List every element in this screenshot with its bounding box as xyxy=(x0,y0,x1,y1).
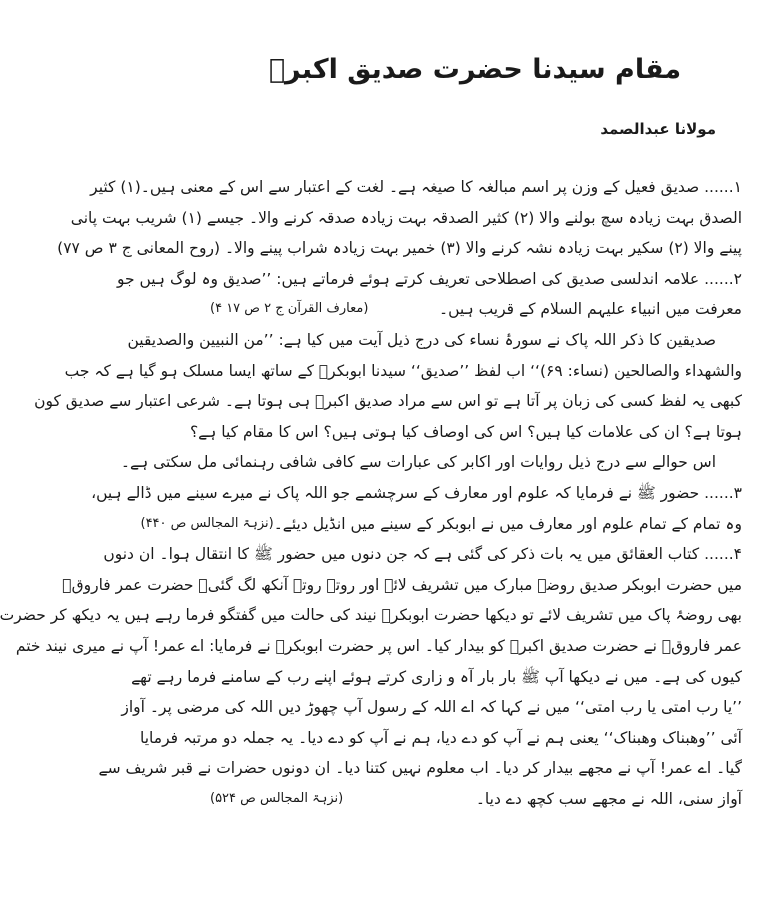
text-line: ۳...... حضور ﷺ نے فرمایا کہ علوم اور معارف کے سرچشمے جو اللہ پاک نے میرے سینے میں ڈالے ہیں، xyxy=(91,483,742,502)
text-line: آئی ’’وھبناک وھبناک‘‘ یعنی ہم نے آپ کو دے دیا، ہم نے آپ کو دے دیا۔ یہ جملہ دو مرتبہ فرمایا xyxy=(140,728,742,747)
text-line-content: معرفت میں انبیاء علیہم السلام کے قریب ہیں۔ xyxy=(439,300,742,319)
reference-citation: (نزہۃ المجالس ص ۵۲۴) xyxy=(210,790,344,806)
text-line-content: آواز سنی، اللہ نے مجھے سب کچھ دے دیا۔ xyxy=(475,789,742,808)
author-name: مولانا عبدالصمد xyxy=(600,120,716,138)
text-line xyxy=(210,294,742,325)
text-line: گیا۔ اے عمر! آپ نے مجھے بیدار کر دیا۔ اب معلوم نہیں کتنا دیا۔ ان دونوں حضرات نے قبر شریف سے xyxy=(98,759,742,778)
text-line: بھی روضۂ پاک میں تشریف لائے تو دیکھا حضرت ابوبکرؓ نیند کی حالت میں گفتگو فرما رہے ہیں یہ دیکھ کر حضرت xyxy=(0,606,742,625)
reference-citation: (نزہۃ المجالس ص ۴۴۰) xyxy=(140,515,274,531)
text-line: پینے والا (۲) سکیر بہت زیادہ نشہ کرنے والا (۳) خمیر بہت زیادہ شراب پینے والا۔ (روح المعانی ج ۳ ص ۷۷) xyxy=(57,239,742,258)
text-line-content: وہ تمام کے تمام علوم اور معارف میں نے ابوبکر کے سینے میں انڈیل دیئے۔ xyxy=(273,514,742,533)
text-line: کبھی یہ لفظ کسی کی زبان پر آتا ہے تو اس سے مراد صدیق اکبرؓ ہی ہوتا ہے۔ شرعی اعتبار سے صدیق کون xyxy=(34,392,742,411)
reference-citation: (معارف القرآن ج ۲ ص ۱۷ ۴) xyxy=(210,301,369,317)
article-body xyxy=(0,172,742,814)
text-line: صدیقین کا ذکر اللہ پاک نے سورۂ نساء کی درج ذیل آیت میں کیا ہے: ’’من النبیین والصدیقین xyxy=(127,330,716,349)
text-line: عمر فاروقؓ نے حضرت صدیق اکبرؓ کو بیدار کیا۔ اس پر حضرت ابوبکرؓ نے فرمایا: اے عمر! آپ نے میری نیند ختم xyxy=(15,636,742,655)
text-line: ۲...... علامہ اندلسی صدیق کی اصطلاحی تعریف کرتے ہوئے فرماتے ہیں: ’’صدیق وہ لوگ ہیں جو xyxy=(116,269,742,288)
text-line: والشهداء والصالحين (نساء: ۶۹)‘‘ اب لفظ ’’صدیق‘‘ سیدنا ابوبکرؓ کے ساتھ ایسا مسلک ہو گیا ہے کہ جب xyxy=(64,361,742,380)
article-title: مقام سیدنا حضرت صدیق اکبرؓ xyxy=(268,54,682,85)
text-line: اس حوالے سے درج ذیل روایات اور اکابر کی عبارات سے کافی شافی رہنمائی مل سکتی ہے۔ xyxy=(120,453,716,472)
text-line xyxy=(210,784,742,815)
text-line: کیوں کی ہے۔ میں نے دیکھا آپ ﷺ بار بار آہ و زاری کرتے ہوئے اپنے رب کے سامنے فرما رہے تھے xyxy=(131,667,742,686)
text-line: الصدق بہت زیادہ سچ بولنے والا (۲) کثیر الصدقہ بہت زیادہ صدقہ کرنے والا۔ جیسے (۱) شریب بہت پانی xyxy=(70,208,742,227)
text-line xyxy=(140,509,742,540)
text-line: ۱...... صدیق فعیل کے وزن پر اسم مبالغہ کا صیغہ ہے۔ لغت کے اعتبار سے اس کے معنی ہیں۔(۱) کثیر xyxy=(90,178,742,196)
text-line: میں حضرت ابوبکر صدیق روضۂ مبارک میں تشریف لائے اور روتے روتے آنکھ لگ گئی۔ حضرت عمر فاروقؓ xyxy=(62,575,742,594)
text-line: ’’یا رب امتی یا رب امتی‘‘ میں نے کہا کہ اے اللہ کے رسول آپ چھوڑ دیں اللہ کی مرضی پر۔ آواز xyxy=(121,698,742,717)
text-line: ہوتا ہے؟ ان کی علامات کیا ہیں؟ اس کی اوصاف کیا ہوتی ہیں؟ اس کا مقام کیا ہے؟ xyxy=(189,422,742,441)
text-line: ۴...... کتاب العقائق میں یہ بات ذکر کی گئی ہے کہ جن دنوں میں حضور ﷺ کا انتقال ہوا۔ ان دنوں xyxy=(103,545,742,564)
